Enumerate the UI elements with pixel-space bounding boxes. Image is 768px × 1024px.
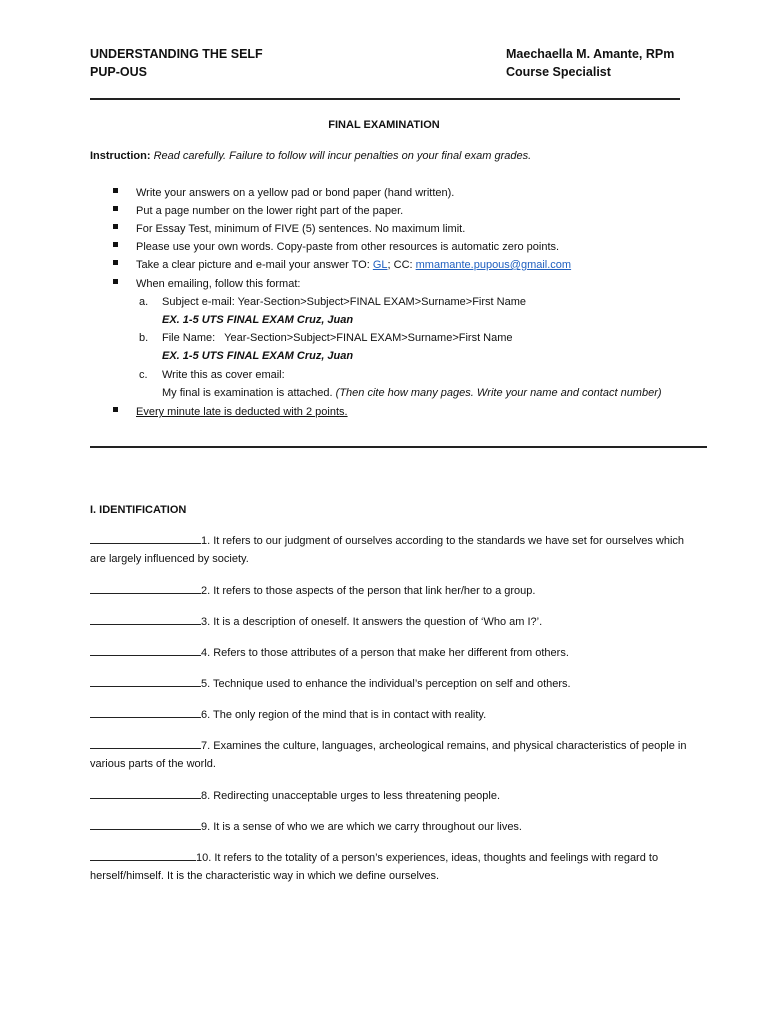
format-b-example: EX. 1-5 UTS FINAL EXAM Cruz, Juan [162, 350, 354, 362]
bullet-7: Every minute late is deducted with 2 points. [136, 406, 348, 418]
instructor-name: Maechaella M. Amante, RPm [506, 47, 675, 61]
bullet-icon [113, 204, 118, 213]
question-item [90, 675, 690, 693]
section-divider [90, 446, 707, 448]
bullet-icon [113, 405, 118, 414]
format-a-example: EX. 1-5 UTS FINAL EXAM Cruz, Juan [162, 314, 354, 326]
question-item [90, 706, 690, 724]
question-item [90, 737, 690, 773]
header-right [506, 45, 674, 81]
cc-label: ; CC: [387, 259, 413, 271]
cc-email-link[interactable]: mmamante.pupous@gmail.com [415, 259, 572, 271]
instructor-role: Course Specialist [506, 65, 611, 79]
format-b-text: File Name: Year-Section>Subject>FINAL EXAM>Surname>First Name [162, 332, 513, 344]
answer-blank[interactable] [90, 582, 201, 594]
course-title: UNDERSTANDING THE SELF [90, 47, 263, 61]
bullet-icon [113, 186, 118, 195]
question-text: 7. Examines the culture, languages, archeological remains, and physical characteristics of people in various parts of the world. [90, 740, 687, 770]
answer-blank[interactable] [90, 849, 196, 861]
instruction-label: Instruction: [90, 150, 151, 162]
question-item [90, 787, 690, 805]
email-instruction: Take a clear picture and e-mail your answer TO: [136, 259, 370, 271]
bullet-icon [113, 277, 118, 286]
cover-email-text: My final is examination is attached. [162, 387, 333, 399]
bullet-5 [136, 258, 571, 272]
question-text: 10. It refers to the totality of a person’s experiences, ideas, thoughts and feelings with regard to herself/himself. It is the characteristic way in which we define ourselves. [90, 852, 659, 882]
answer-blank[interactable] [90, 706, 201, 718]
question-text: 6. The only region of the mind that is in contact with reality. [201, 709, 487, 721]
exam-title: FINAL EXAMINATION [328, 119, 440, 131]
instruction [90, 150, 531, 162]
question-item [90, 613, 690, 631]
answer-blank[interactable] [90, 787, 201, 799]
school-name: PUP-OUS [90, 65, 147, 79]
format-c-body [162, 386, 662, 400]
question-text: 9. It is a sense of who we are which we carry throughout our lives. [201, 821, 522, 833]
format-b-marker: b. [139, 332, 149, 344]
question-text: 8. Redirecting unacceptable urges to less threatening people. [201, 790, 501, 802]
question-item [90, 849, 690, 885]
bullet-6: When emailing, follow this format: [136, 278, 301, 290]
question-text: 2. It refers to those aspects of the person that link her/her to a group. [201, 585, 536, 597]
bullet-2: Put a page number on the lower right part of the paper. [136, 205, 404, 217]
bullet-icon [113, 240, 118, 249]
answer-blank[interactable] [90, 532, 201, 544]
answer-blank[interactable] [90, 818, 201, 830]
question-text: 5. Technique used to enhance the individual’s perception on self and others. [201, 678, 571, 690]
header-divider [90, 98, 680, 100]
header-left [90, 45, 263, 81]
format-a-text: Subject e-mail: Year-Section>Subject>FINAL EXAM>Surname>First Name [162, 296, 526, 308]
question-item [90, 818, 690, 836]
question-item [90, 582, 690, 600]
question-text: 4. Refers to those attributes of a person that make her different from others. [201, 647, 569, 659]
bullet-1: Write your answers on a yellow pad or bond paper (hand written). [136, 187, 455, 199]
answer-blank[interactable] [90, 737, 201, 749]
question-item [90, 532, 690, 568]
question-item [90, 644, 690, 662]
bullet-icon [113, 258, 118, 267]
bullet-icon [113, 222, 118, 231]
instruction-text: Read carefully. Failure to follow will incur penalties on your final exam grades. [153, 150, 532, 162]
format-c-text: Write this as cover email: [162, 369, 285, 381]
format-c-marker: c. [139, 369, 148, 381]
to-link[interactable]: GL [372, 259, 388, 271]
bullet-3: For Essay Test, minimum of FIVE (5) sentences. No maximum limit. [136, 223, 466, 235]
question-text: 3. It is a description of oneself. It answers the question of ‘Who am I?’. [201, 616, 543, 628]
answer-blank[interactable] [90, 613, 201, 625]
answer-blank[interactable] [90, 644, 201, 656]
section-heading: I. IDENTIFICATION [90, 504, 187, 516]
format-a-marker: a. [139, 296, 149, 308]
cover-email-note: (Then cite how many pages. Write your name and contact number) [335, 387, 662, 399]
answer-blank[interactable] [90, 675, 201, 687]
bullet-4: Please use your own words. Copy-paste from other resources is automatic zero points. [136, 241, 560, 253]
question-text: 1. It refers to our judgment of ourselves according to the standards we have set for ourselves which are largely influenced by society. [90, 535, 685, 565]
